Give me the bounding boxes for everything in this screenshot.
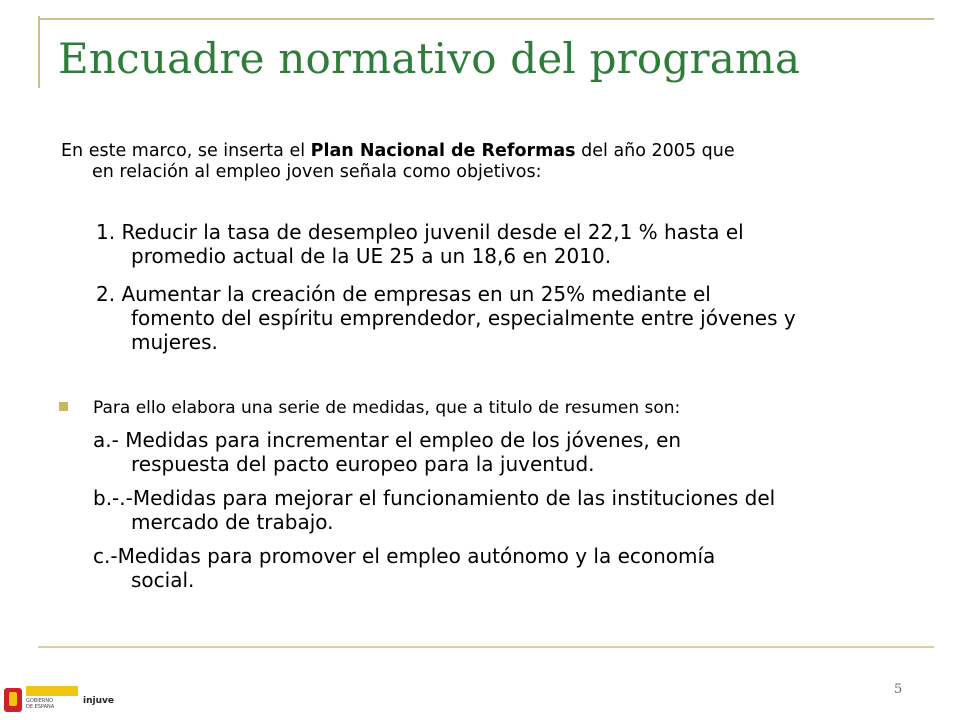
- intro-paragraph: [61, 141, 901, 183]
- slide-title: Encuadre normativo del programa: [58, 34, 801, 83]
- measure-c-line-2: social.: [131, 568, 195, 592]
- objective-2-line-1: 2. Aumentar la creación de empresas en un 25% mediante el: [96, 282, 711, 306]
- coat-of-arms-icon: [4, 688, 22, 712]
- plan-name: Plan Nacional de Reformas: [310, 141, 576, 161]
- measure-a-line-2: respuesta del pacto europeo para la juventud.: [131, 452, 595, 476]
- logo-line-2: DE ESPAÑA: [26, 704, 55, 710]
- objective-1: [96, 220, 916, 268]
- objective-1-line-2: promedio actual de la UE 25 a un 18,6 en 2010.: [131, 244, 612, 268]
- logo-brand: injuve: [83, 696, 114, 706]
- intro-line-2: en relación al empleo joven señala como objetivos:: [92, 162, 542, 182]
- measure-b-line-1: b.-.-Medidas para mejorar el funcionamiento de las instituciones del: [93, 486, 776, 510]
- intro-line-1: [61, 141, 901, 162]
- bullet-item: [59, 398, 680, 419]
- measure-c: [93, 544, 923, 592]
- measure-b: [93, 486, 923, 534]
- measure-c-line-1: c.-Medidas para promover el empleo autónomo y la economía: [93, 544, 716, 568]
- objective-2: [96, 282, 916, 354]
- page-number: 5: [894, 682, 903, 697]
- intro-text-before: En este marco, se inserta el: [61, 141, 311, 161]
- objective-2-line-2: fomento del espíritu emprendedor, especialmente entre jóvenes y: [131, 306, 796, 330]
- measure-a: [93, 428, 923, 476]
- intro-text-after: del año 2005 que: [575, 141, 735, 161]
- logo-line-1: GOBIERNO: [26, 698, 54, 704]
- frame-vertical-line: [38, 16, 40, 88]
- logo-text-lines: [26, 698, 78, 712]
- square-bullet-icon: [59, 402, 68, 411]
- objective-2-line-3: mujeres.: [131, 330, 218, 354]
- bullet-text: Para ello elabora una serie de medidas, que a titulo de resumen son:: [93, 398, 681, 418]
- objective-1-line-1: 1. Reducir la tasa de desempleo juvenil desde el 22,1 % hasta el: [96, 220, 744, 244]
- institution-logo: [4, 686, 114, 718]
- footer-divider: [38, 646, 934, 648]
- logo-color-bar: [26, 686, 78, 696]
- frame-top-line: [38, 18, 934, 20]
- measure-b-line-2: mercado de trabajo.: [131, 510, 334, 534]
- measure-a-line-1: a.- Medidas para incrementar el empleo de los jóvenes, en: [93, 428, 682, 452]
